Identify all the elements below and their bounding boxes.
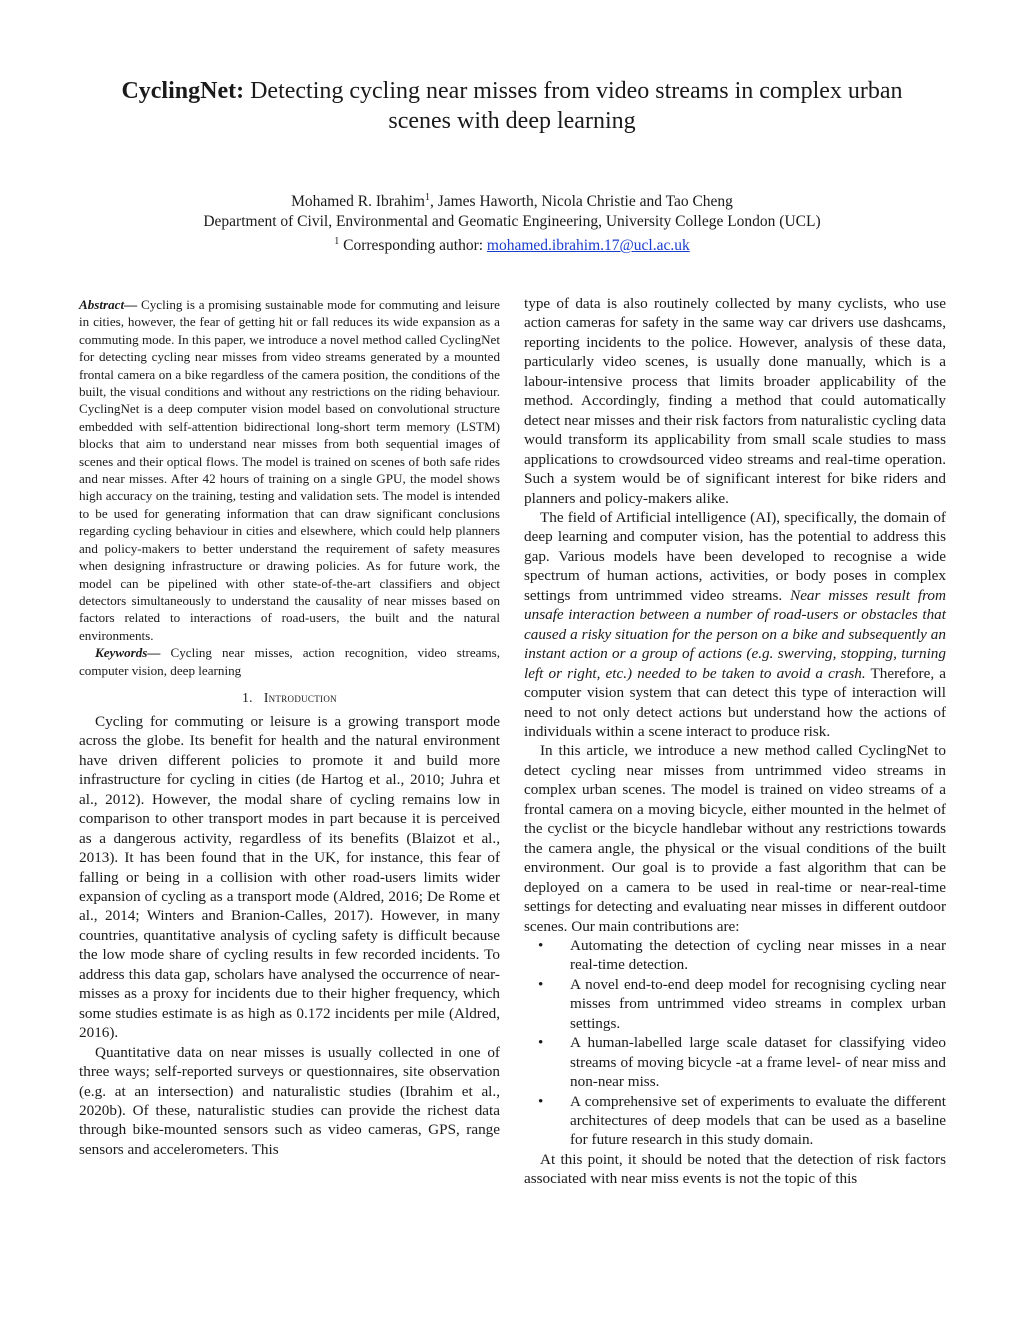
intro-paragraph-5: In this article, we introduce a new method called CyclingNet to detect cycling near misses from untrimmed video streams in complex urban scenes. The model is trained on video streams of a frontal camera on a moving bicycle, either mounted in the helmet of the cyclist or the bicycle handlebar without any restrictions towards the camera angle, the physical or the visual conditions of the built environment. Our goal is to provide a fast algorithm that can be deployed on a camera to be used in real-time or near-real-time settings for detecting and evaluating near misses in different outdoor scenes. Our main contributions are: (524, 742, 946, 935)
title-rest: Detecting cycling near misses from video streams in complex urban scenes with deep learning (244, 78, 903, 134)
author-email-link[interactable]: mohamed.ibrahim.17@ucl.ac.uk (486, 237, 690, 255)
author-names: Mohamed R. Ibrahim$^1$, James Haworth, Nicola Christie and Tao Cheng (291, 192, 733, 211)
intro-paragraph-4: The field of Artificial intelligence (AI), specifically, the domain of deep learning and computer vision, has the potential to address this gap. Various models have been developed to recognise a wide spectrum of human actions, activities, or body poses in complex settings from untrimmed video streams. Near misses result from unsafe interaction between a number of road-users or obstacles that caused a risky situation for the person on a bike and subsequently an instant action or a group of actions (e.g. swerving, stopping, turning left or right, etc.) needed to be taken to avoid a crash. Therefore, a computer vision system that can detect this type of interaction will need to not only detect actions but understand how the actions of individuals within a scene interact to produce risk. (524, 508, 947, 740)
intro-paragraph-1: Cycling for commuting or leisure is a growing transport mode across the globe. Its benefit for health and the natural environment have driven different policies to promote it and build more infrastructure for cycling in cities (de Hartog et al., 2010; Juhra et al., 2012). However, the modal share of cycling remains low in comparison to other transport modes in part because it is perceived as a dangerous activity, regardless of its benefits (Blaizot et al., 2013). It has been found that in the UK, for instance, this fear of falling or being in a collision with other road-users limits wider expansion of cycling as a transport mode (Aldred, 2016; De Rome et al., 2014; Winters and Branion-Calles, 2017). However, in many countries, quantitative analysis of cycling safety is difficult because the low mode share of cycling results in few recorded incidents. To address this data gap, scholars have analysed the occurrence of near-misses as a proxy for incidents due to their higher frequency, which some studies estimate is as high as 0.172 incidents per mile (Aldred, 2016). (79, 712, 500, 1042)
intro-paragraph-3: type of data is also routinely collected by many cyclists, who use action cameras for safety in the same way car drivers use dashcams, reporting incidents to the police. However, analysis of these data, particularly video scenes, is usually done manually, which is a labour-intensive process that limits broader applicability of the method. Accordingly, finding a method that could automatically detect near misses and their risk factors from naturalistic cycling data would transform its applicability from small scale studies to mass applications to crowdsourced video streams and real-time operation. Such a system would be of significant interest for bike riders and planners and policy-makers alike. (524, 295, 946, 507)
bullet-icon: • (538, 936, 544, 954)
bullet-icon: • (538, 1092, 544, 1110)
contributions-list (524, 936, 946, 1150)
list-item: • Automating the detection of cycling near misses in a near real-time detection. (538, 936, 946, 974)
list-item: • A human-labelled large scale dataset for classifying video streams of moving bicycle -at a frame level- of near miss and non-near miss. (538, 1034, 946, 1091)
paper-title (110, 76, 914, 136)
section-heading-introduction: 1. Introduction (242, 689, 337, 705)
keywords-text: Cycling near misses, action recognition, video streams, computer vision, deep learning (79, 645, 500, 678)
intro-paragraph-6: At this point, it should be noted that the detection of risk factors associated with near miss events is not the topic of this (524, 1150, 946, 1188)
abstract-label: Abstract— (79, 297, 138, 312)
left-column (79, 296, 500, 1159)
abstract (79, 296, 500, 644)
intro-paragraph-2: Quantitative data on near misses is usually collected in one of three ways; self-reported surveys or questionnaires, site observation (e.g. at an intersection) and naturalistic studies (Ibrahim et al., 2020b). Of these, naturalistic studies can provide the richest data through bike-mounted sensors such as video cameras, GPS, range sensors and accelerometers. This (79, 1043, 500, 1158)
near-miss-definition: Near misses result from unsafe interaction between a number of road-users or obstacles that caused a risky situation for the person on a bike and subsequently an instant action or a group of actions (e.g. swerving, stopping, turning left or right, etc.) needed to be taken to avoid a crash. (524, 586, 946, 682)
corresponding-author: $^1$ Corresponding author: mohamed.ibrahim.17@ucl.ac.uk (334, 236, 690, 255)
author-affiliation: Department of Civil, Environmental and Geomatic Engineering, University College London (UCL) (203, 213, 821, 231)
bullet-icon: • (538, 975, 544, 993)
bullet-icon: • (538, 1034, 544, 1052)
abstract-text: Cycling is a promising sustainable mode for commuting and leisure in cities, however, the fear of getting hit or fall reduces its wide expansion as a commuting mode. In this paper, we introduce a novel method called CyclingNet for detecting cycling near misses from video streams generated by a mounted frontal camera on a bike regardless of the camera position, the conditions of the built, the visual conditions and without any restrictions on the riding behaviour. CyclingNet is a deep computer vision model based on convolutional structure embedded with self-attention bidirectional long-short term memory (LSTM) blocks that aim to understand near misses from both sequential images of scenes and their optical flows. The model is trained on scenes of both safe rides and near misses. After 42 hours of training on a single GPU, the model shows high accuracy on the training, testing and validation sets. The model is intended to be used for generating information that can draw significant conclusions regarding cycling behaviour in cities and elsewhere, which could help planners and policy-makers to better understand the requirement of safety measures when designing infrastructure or drawing policies. As for future work, the model can be pipelined with other state-of-the-art classifiers and object detectors simultaneously to understand the causality of near misses based on factors related to interactions of road-users, the built and the natural environments. (79, 297, 500, 643)
keywords-label: Keywords— (95, 645, 161, 661)
list-item: • A novel end-to-end deep model for recognising cycling near misses from untrimmed video streams in complex urban settings. (538, 975, 946, 1032)
keywords (79, 644, 500, 679)
right-column (524, 294, 946, 1189)
author-block (80, 188, 944, 256)
title-bold: CyclingNet: (121, 78, 245, 104)
list-item: • A comprehensive set of experiments to evaluate the different architectures of deep models that can be used as a baseline for future research in this study domain. (538, 1092, 946, 1149)
